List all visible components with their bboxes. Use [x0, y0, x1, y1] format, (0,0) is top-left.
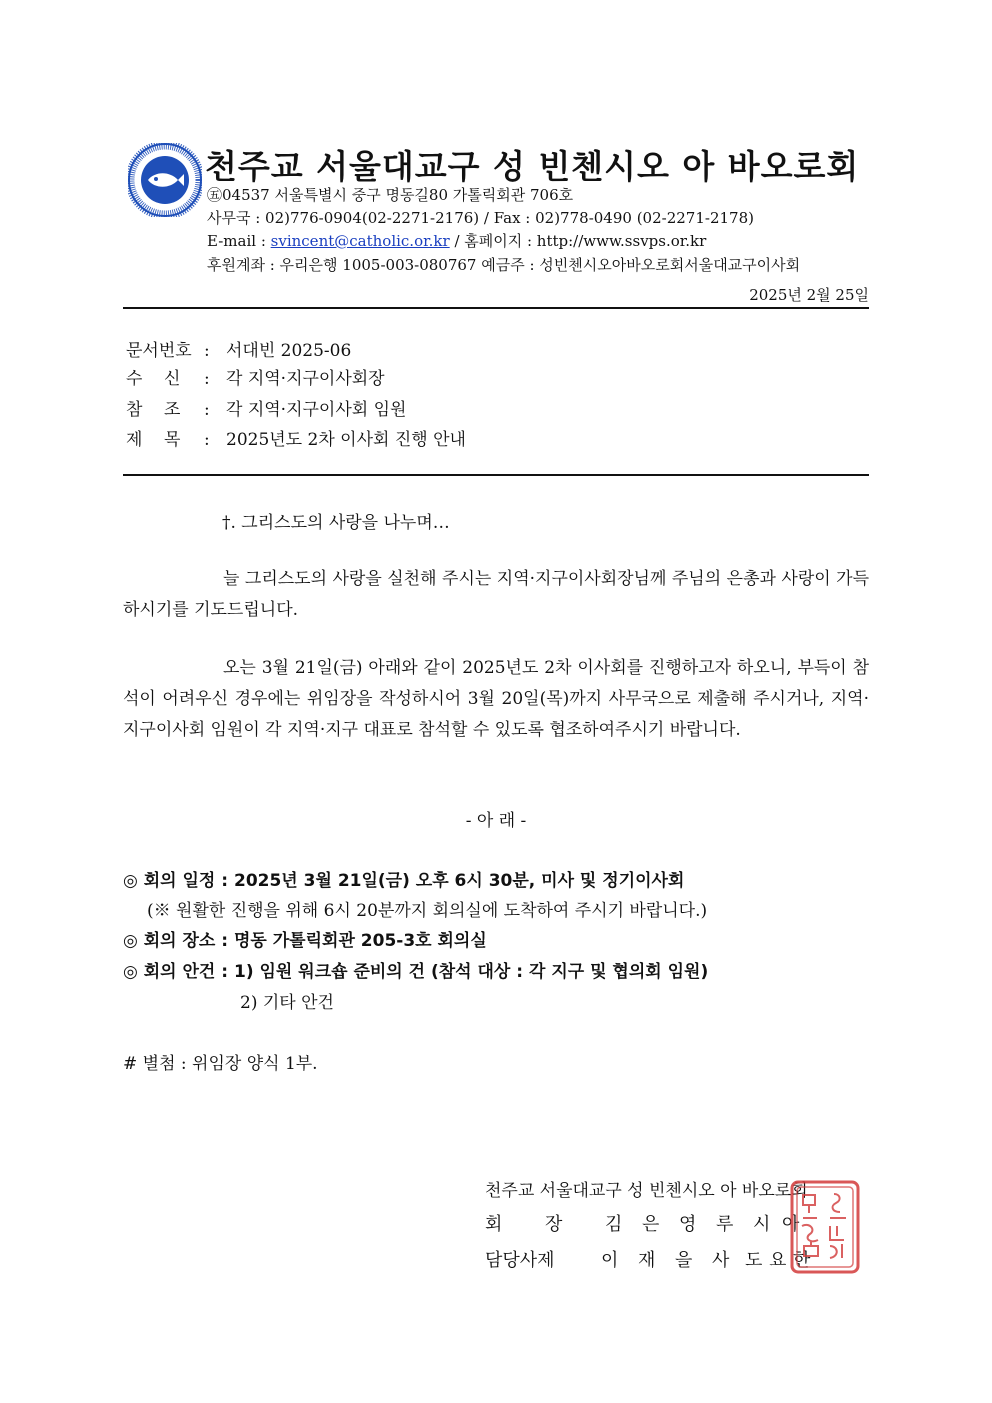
- paragraph-1: 늘 그리스도의 사랑을 실천해 주시는 지역·지구이사회장님께 주님의 은총과 사랑이 가득하시기를 기도드립니다.: [123, 569, 869, 620]
- sig-char: 담당사제: [485, 1250, 555, 1271]
- organization-title: 천주교 서울대교구 성 빈첸시오 아 바오로회: [205, 147, 860, 186]
- signature-organization: 천주교 서울대교구 성 빈첸시오 아 바오로회: [485, 1181, 808, 1201]
- society-logo: [128, 143, 202, 217]
- meta-label: 제 목: [126, 430, 181, 450]
- sig-char: 영: [679, 1214, 697, 1235]
- sig-char: 시: [753, 1214, 771, 1235]
- meeting-agenda-2: 2) 기타 안건: [240, 993, 334, 1013]
- meta-label: 수 신: [126, 369, 181, 389]
- sig-char: 을: [675, 1250, 693, 1271]
- email-link[interactable]: svincent@catholic.or.kr: [270, 232, 450, 250]
- account-line: 후원계좌 : 우리은행 1005-003-080767 예금주 : 성빈첸시오아바오로회서울대교구이사회: [207, 256, 801, 274]
- sig-char: 사: [712, 1250, 730, 1271]
- meta-label: 참 조: [126, 400, 181, 420]
- sig-char: 아: [782, 1214, 800, 1235]
- subject-row: 제 목 : 2025년도 2차 이사회 진행 안내: [126, 425, 466, 450]
- sig-char: 루: [716, 1214, 734, 1235]
- document-date: 2025년 2월 25일: [749, 286, 869, 304]
- official-seal: [790, 1180, 860, 1274]
- attachment-note: # 별첨 : 위임장 양식 1부.: [123, 1054, 318, 1074]
- meta-divider: [123, 474, 869, 476]
- sig-char: 이: [601, 1250, 619, 1271]
- meta-label: 문서번호: [126, 341, 192, 361]
- signature-priest: [485, 1246, 810, 1272]
- sig-char: 은: [642, 1214, 660, 1235]
- meta-value: 각 지역·지구이사회 임원: [226, 400, 407, 420]
- address-line: ㊄04537 서울특별시 중구 명동길80 가톨릭회관 706호: [207, 186, 574, 204]
- meta-value: 서대빈 2025-06: [226, 341, 352, 361]
- sig-char: 재: [638, 1250, 656, 1271]
- meeting-agenda: ◎ 회의 안건 : 1) 임원 워크숍 준비의 건 (참석 대상 : 각 지구 및 협의회 임원): [123, 962, 709, 982]
- meta-value: 각 지역·지구이사회장: [226, 369, 385, 389]
- signature-president: [485, 1210, 799, 1236]
- below-heading: - 아 래 -: [465, 811, 527, 831]
- meeting-schedule: ◎ 회의 일정 : 2025년 3월 21일(금) 오후 6시 30분, 미사 및 정기이사회: [123, 871, 685, 891]
- meta-value: 2025년도 2차 이사회 진행 안내: [226, 430, 466, 450]
- schedule-note: (※ 원활한 진행을 위해 6시 20분까지 회의실에 도착하여 주시기 바랍니다.): [147, 901, 708, 921]
- sig-char: 요: [769, 1250, 787, 1271]
- sig-char: 김: [605, 1214, 623, 1235]
- homepage-text: / 홈페이지 : http://www.ssvps.or.kr: [449, 232, 707, 250]
- email-label: E-mail :: [207, 232, 271, 250]
- sig-char: 장: [545, 1214, 563, 1235]
- paragraph-2: 오는 3월 21일(금) 아래와 같이 2025년도 2차 이사회를 진행하고자 하오니, 부득이 참석이 어려우신 경우에는 위임장을 작성하시어 3월 20일(목)까지 사무국으로 제출해 주시거나, 지역·지구이사회 임원이 각 지역·지구 대표로 참석할 수 있도록 협조하여주시기 바랍니다.: [123, 658, 869, 740]
- greeting: †. 그리스도의 사랑을 나누며…: [222, 513, 450, 533]
- contact-line: [207, 230, 706, 251]
- sig-char: 회: [485, 1214, 503, 1235]
- meeting-place: ◎ 회의 장소 : 명동 가톨릭회관 205-3호 회의실: [123, 931, 487, 951]
- sig-char: 도: [745, 1250, 763, 1271]
- doc-number-row: 문서번호 : 서대빈 2025-06: [126, 336, 351, 361]
- reference-row: 참 조 : 각 지역·지구이사회 임원: [126, 395, 406, 420]
- sig-char: 한: [793, 1250, 811, 1271]
- header-divider: [123, 307, 869, 309]
- phone-fax-line: 사무국 : 02)776-0904(02-2271-2176) / Fax : 02)778-0490 (02-2271-2178): [207, 209, 754, 227]
- recipient-row: 수 신 : 각 지역·지구이사회장: [126, 364, 385, 389]
